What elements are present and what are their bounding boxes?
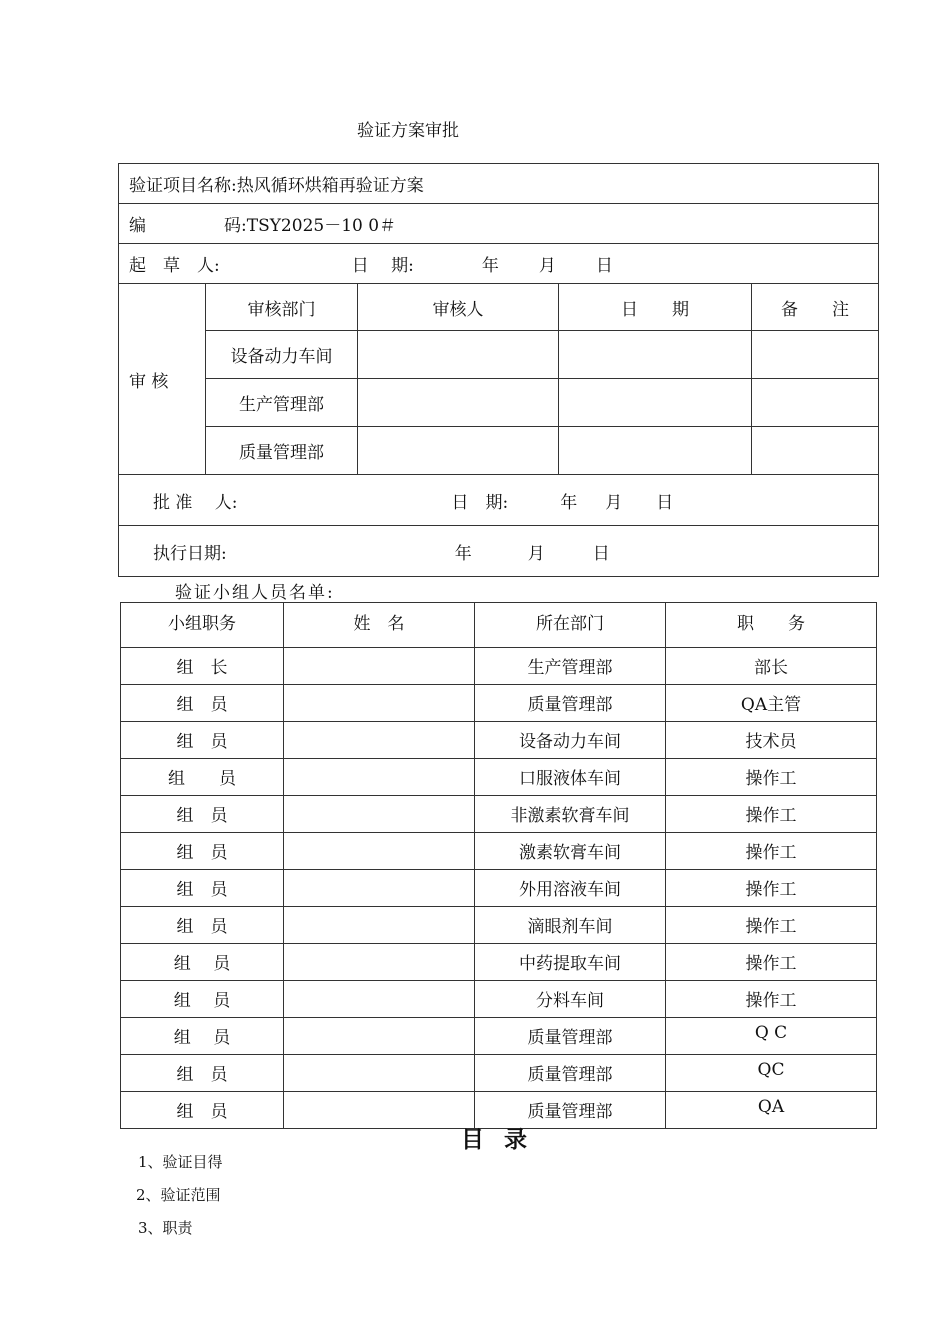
team-role-cell: 组 员 [121, 1092, 284, 1129]
drafter-date-year: 年 [481, 256, 499, 276]
team-header-role: 小组职务 [121, 603, 284, 648]
review-label-cell: 审 核 [119, 284, 206, 475]
team-name-cell [284, 796, 475, 833]
team-role-cell: 组 长 [121, 648, 284, 685]
table-row [121, 648, 877, 685]
team-role-cell: 组 员 [121, 870, 284, 907]
review-header-dept: 审核部门 [206, 284, 358, 331]
table-row [121, 907, 877, 944]
team-position-cell: QA [666, 1092, 877, 1129]
drafter-label: 起 草 人: [129, 256, 220, 276]
team-name-cell [284, 870, 475, 907]
table-row [121, 944, 877, 981]
table-row [121, 722, 877, 759]
team-name-cell [284, 833, 475, 870]
toc-item: 2、验证范围 [136, 1186, 221, 1204]
review-date-cell [559, 427, 752, 475]
team-dept-cell: 口服液体车间 [475, 759, 666, 796]
document-title: 验证方案审批 [357, 121, 459, 141]
review-remark-cell [752, 379, 879, 427]
team-position-cell: 操作工 [666, 796, 877, 833]
team-dept-cell: 生产管理部 [475, 648, 666, 685]
team-role-cell: 组 员 [121, 981, 284, 1018]
table-row [121, 870, 877, 907]
approver-date-year: 年 [560, 492, 578, 513]
execution-year: 年 [454, 543, 472, 564]
team-name-cell [284, 981, 475, 1018]
table-row [121, 981, 877, 1018]
team-header-name: 姓 名 [284, 603, 475, 648]
approver-label: 批 准 人: [153, 492, 238, 513]
approver-date-day: 日 [656, 492, 674, 513]
approver-date-month: 月 [605, 492, 623, 513]
team-dept-cell: 质量管理部 [475, 685, 666, 722]
toc-title: 目 录 [461, 1126, 534, 1153]
team-name-cell [284, 944, 475, 981]
team-name-cell [284, 1092, 475, 1129]
review-reviewer-cell [358, 427, 559, 475]
team-position-cell: QC [666, 1055, 877, 1092]
team-dept-cell: 质量管理部 [475, 1018, 666, 1055]
toc-item: 3、职责 [138, 1219, 193, 1237]
team-dept-cell: 设备动力车间 [475, 722, 666, 759]
team-name-cell [284, 685, 475, 722]
team-members-table [120, 602, 877, 1129]
approver-date-label: 日 期: [451, 492, 509, 513]
review-header-remark: 备 注 [752, 284, 879, 331]
team-role-cell: 组 员 [121, 907, 284, 944]
team-position-cell: 操作工 [666, 981, 877, 1018]
review-date-cell [559, 379, 752, 427]
review-remark-cell [752, 427, 879, 475]
team-position-cell: 操作工 [666, 870, 877, 907]
team-dept-cell: 外用溶液车间 [475, 870, 666, 907]
team-position-cell: 部长 [666, 648, 877, 685]
review-reviewer-cell [358, 331, 559, 379]
review-header-reviewer: 审核人 [358, 284, 559, 331]
review-dept-production: 生产管理部 [206, 379, 358, 427]
drafter-date-day: 日 [595, 256, 613, 276]
table-row [121, 685, 877, 722]
team-dept-cell: 质量管理部 [475, 1055, 666, 1092]
team-dept-cell: 质量管理部 [475, 1092, 666, 1129]
drafter-date-month: 月 [538, 256, 556, 276]
table-row [121, 1018, 877, 1055]
code-cell [119, 204, 879, 244]
team-name-cell [284, 648, 475, 685]
team-name-cell [284, 722, 475, 759]
execution-date-label: 执行日期: [153, 543, 227, 564]
execution-month: 月 [527, 543, 545, 564]
team-position-cell: 操作工 [666, 907, 877, 944]
team-name-cell [284, 759, 475, 796]
drafter-cell [119, 244, 879, 284]
review-remark-cell [752, 331, 879, 379]
review-header-date: 日 期 [559, 284, 752, 331]
review-dept-quality: 质量管理部 [206, 427, 358, 475]
team-role-cell: 组 员 [121, 685, 284, 722]
team-position-cell: 操作工 [666, 833, 877, 870]
team-role-cell: 组 员 [121, 833, 284, 870]
team-dept-cell: 激素软膏车间 [475, 833, 666, 870]
code-label-start: 编 [129, 216, 146, 236]
team-position-cell: 操作工 [666, 944, 877, 981]
project-name-cell: 验证项目名称:热风循环烘箱再验证方案 [119, 164, 879, 204]
team-header-position: 职 务 [666, 603, 877, 648]
table-row [121, 759, 877, 796]
approval-form-table [118, 163, 879, 577]
team-name-cell [284, 1018, 475, 1055]
team-dept-cell: 滴眼剂车间 [475, 907, 666, 944]
team-role-cell: 组 员 [121, 1055, 284, 1092]
team-role-cell: 组 员 [121, 1018, 284, 1055]
team-role-cell: 组 员 [121, 944, 284, 981]
approver-cell [119, 475, 879, 526]
team-dept-cell: 分料车间 [475, 981, 666, 1018]
review-date-cell [559, 331, 752, 379]
team-name-cell [284, 1055, 475, 1092]
drafter-date-label: 日 期: [351, 256, 414, 276]
code-value: 码:TSY2025－10 0＃ [224, 216, 397, 236]
review-reviewer-cell [358, 379, 559, 427]
table-row [121, 833, 877, 870]
review-dept-equipment: 设备动力车间 [206, 331, 358, 379]
team-dept-cell: 非激素软膏车间 [475, 796, 666, 833]
team-dept-cell: 中药提取车间 [475, 944, 666, 981]
team-list-caption: 验证小组人员名单: [175, 583, 335, 603]
execution-date-cell [119, 526, 879, 577]
team-position-cell: 操作工 [666, 759, 877, 796]
table-row [121, 1055, 877, 1092]
team-role-cell: 组 员 [121, 796, 284, 833]
team-position-cell: QA主管 [666, 685, 877, 722]
team-position-cell: Q C [666, 1018, 877, 1055]
team-role-cell: 组 员 [121, 722, 284, 759]
team-role-cell: 组 员 [121, 759, 284, 796]
toc-item: 1、验证目得 [138, 1153, 223, 1171]
team-position-cell: 技术员 [666, 722, 877, 759]
execution-day: 日 [592, 543, 610, 564]
table-row [121, 796, 877, 833]
team-header-dept: 所在部门 [475, 603, 666, 648]
team-name-cell [284, 907, 475, 944]
